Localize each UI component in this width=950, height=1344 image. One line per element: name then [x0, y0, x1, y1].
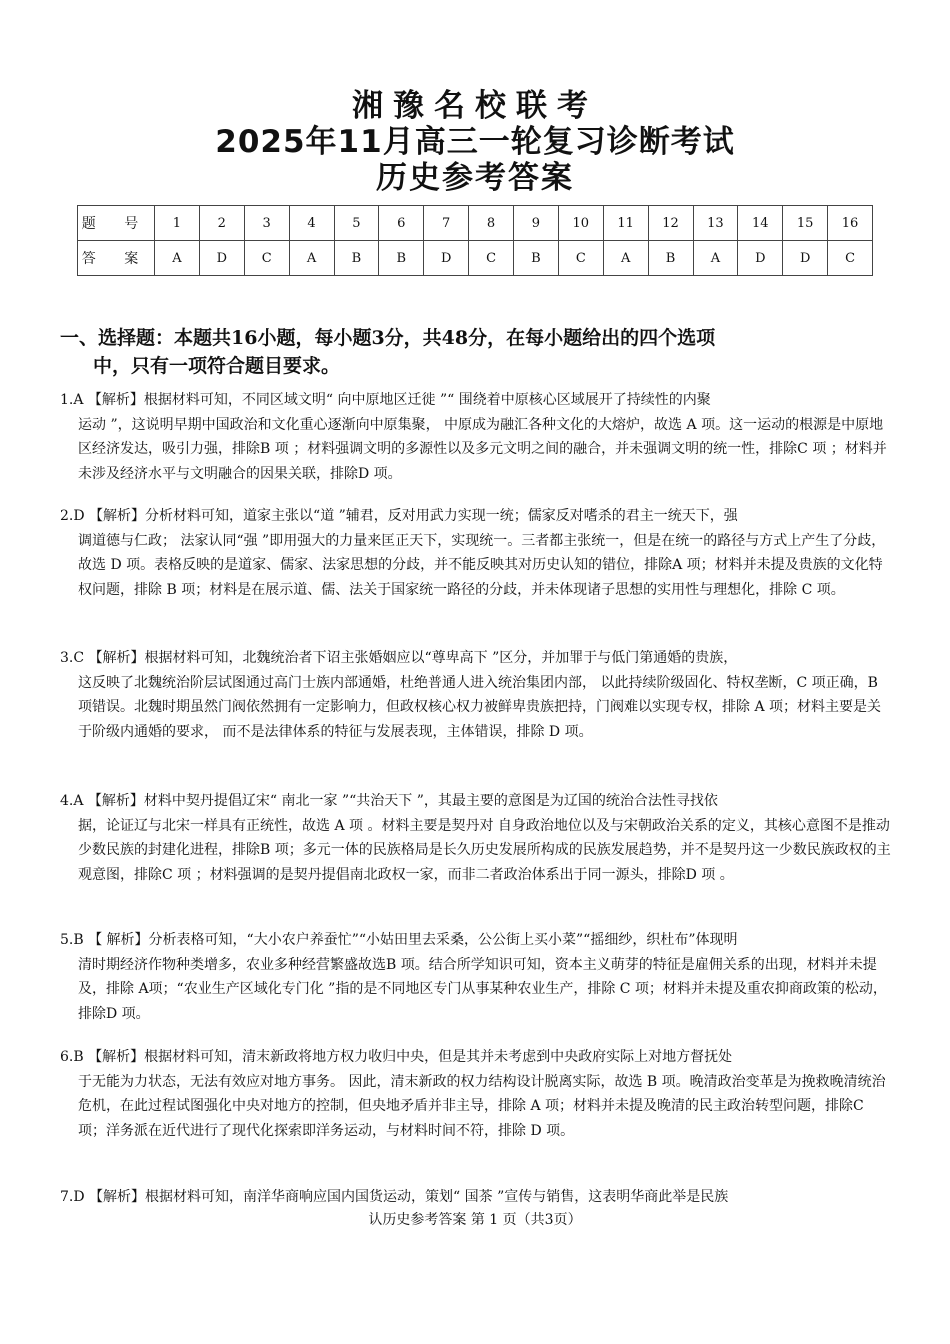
table-cell: A [603, 241, 648, 276]
table-cell: 8 [469, 206, 514, 241]
row-label-answer: 答 案 [78, 241, 155, 276]
section-heading-line-1: 一、选择题：本题共16小题，每小题3分，共48分，在每小题给出的四个选项 [60, 327, 716, 349]
answer-explanation-7 [60, 1185, 894, 1210]
table-cell: 4 [289, 206, 334, 241]
answer-explanation-4 [60, 789, 894, 887]
answer-explanation-1 [60, 388, 894, 486]
explanation-first-line: 【解析】根据材料可知，南洋华商响应国内国货运动，策划“ 国茶 ”宣传与销售，这表明华商此举是民族 [89, 1189, 729, 1205]
explanation-text: 据，论证辽与北宋一样具有正统性，故选 A 项 。材料主要是契丹对 自身政治地位以及与宋朝政治关系的定义，其核心意图不是推动少数民族的封建化进程，排除B 项；多元一体的民族格局是长久历史发展所构成的民族发展趋势，并不是契丹这一少数民族政权的主观意图，排除C 项 ；材料强调的是契丹提倡南北政权一家，而非二者政治体系出于同一源头，排除D 项 。 [78, 817, 891, 883]
table-cell: A [693, 241, 738, 276]
table-cell: C [244, 241, 289, 276]
table-cell: D [199, 241, 244, 276]
answer-explanation-3 [60, 646, 894, 744]
table-cell: 12 [648, 206, 693, 241]
table-cell: 6 [379, 206, 424, 241]
table-cell: 2 [199, 206, 244, 241]
table-cell: 16 [828, 206, 873, 241]
page-footer: 认历史参考答案 第 1 页（共3页） [368, 1212, 582, 1228]
explanation-first-line: 【解析】分析材料可知，道家主张以“道 ”辅君，反对用武力实现一统；儒家反对嗜杀的君主一统天下，强 [89, 508, 738, 524]
table-cell: 3 [244, 206, 289, 241]
answer-explanation-5 [60, 928, 894, 1026]
table-cell: 10 [558, 206, 603, 241]
explanation-first-line: 【 解析】分析表格可知，“大小农户养蚕忙”“小姑田里去采桑，公公街上买小菜”“摇细纱，织杜布”体现明 [88, 932, 738, 948]
answer-row [78, 241, 873, 276]
question-label: 6.B [60, 1049, 84, 1065]
table-cell: C [558, 241, 603, 276]
table-cell: A [155, 241, 200, 276]
table-cell: B [648, 241, 693, 276]
table-cell: B [334, 241, 379, 276]
question-number-row [78, 206, 873, 241]
question-label: 3.C [60, 650, 85, 666]
table-cell: 11 [603, 206, 648, 241]
explanation-first-line: 【解析】材料中契丹提倡辽宋“ 南北一家 ”“共治天下 ”，其最主要的意图是为辽国的统治合法性寻找依 [87, 793, 718, 809]
row-label-number: 题 号 [78, 206, 155, 241]
question-label: 1.A [60, 392, 84, 408]
question-label: 2.D [60, 508, 85, 524]
explanation-text: 于无能为力状态，无法有效应对地方事务。 因此，清末新政的权力结构设计脱离实际，故选 B 项。晚清政治变革是为挽救晚清统治危机，在此过程试图强化中央对地方的控制，但央地矛盾并非主导，排除 A 项；材料并未提及晚清的民主政治转型问题，排除C 项；洋务派在近代进行了现代化探索即洋务运动，与材料时间不符，排除 D 项。 [78, 1073, 886, 1139]
table-cell: 15 [783, 206, 828, 241]
table-cell: D [424, 241, 469, 276]
answer-explanation-2 [60, 504, 894, 602]
explanation-first-line: 【解析】根据材料可知，不同区域文明“ 向中原地区迁徙 ”“ 围绕着中原核心区域展开了持续性的内聚 [87, 392, 711, 408]
section-heading-line-2: 中，只有一项符合题目要求。 [93, 355, 341, 377]
table-cell: 13 [693, 206, 738, 241]
explanation-text: 清时期经济作物种类增多，农业多种经营繁盛故选B 项。结合所学知识可知，资本主义萌芽的特征是雇佣关系的出现，材料并未提及，排除 A项；“农业生产区域化专门化 ”指的是不同地区专门从事某种农业生产，排除 C 项；材料并未提及重农抑商政策的松动，排除D 项。 [78, 956, 887, 1022]
section-heading [60, 324, 860, 380]
answer-table [77, 205, 873, 276]
exam-title-2: 2025年11月高三一轮复习诊断考试 [215, 124, 735, 160]
table-cell: D [783, 241, 828, 276]
table-cell: B [379, 241, 424, 276]
exam-title-1: 湘豫名校联考 [352, 88, 598, 124]
table-cell: B [514, 241, 559, 276]
table-cell: 5 [334, 206, 379, 241]
question-label: 7.D [60, 1189, 85, 1205]
table-cell: C [469, 241, 514, 276]
answer-explanation-6 [60, 1045, 894, 1143]
table-cell: 9 [514, 206, 559, 241]
explanation-first-line: 【解析】根据材料可知，北魏统治者下诏主张婚姻应以“尊卑高下 ”区分，并加罪于与低门第通婚的贵族， [88, 650, 738, 666]
explanation-first-line: 【解析】根据材料可知，清末新政将地方权力收归中央，但是其并未考虑到中央政府实际上对地方督抚处 [88, 1049, 733, 1065]
table-cell: C [828, 241, 873, 276]
question-label: 4.A [60, 793, 84, 809]
table-cell: 7 [424, 206, 469, 241]
explanation-text: 运动 ”，这说明早期中国政治和文化重心逐渐向中原集聚， 中原成为融汇各种文化的大熔炉，故选 A 项。这一运动的根源是中原地区经济发达，吸引力强，排除B 项 ；材料强调文明的多源性以及多元文明之间的融合，并未强调文明的统一性，排除C 项 ；材料并未涉及经济水平与文明融合的因果关联，排除D 项。 [78, 416, 887, 482]
exam-title-3: 历史参考答案 [376, 160, 574, 196]
question-label: 5.B [60, 932, 84, 948]
explanation-text: 这反映了北魏统治阶层试图通过高门士族内部通婚，杜绝普通人进入统治集团内部， 以此持续阶级固化、特权垄断，C 项正确，B 项错误。北魏时期虽然门阀依然拥有一定影响力，但政权核心权力被鲜卑贵族把持，门阀难以实现专权，排除 A 项；材料主要是关于阶级内通婚的要求， 而不是法律体系的特征与发展表现，主体错误，排除 D 项。 [78, 674, 882, 740]
table-cell: A [289, 241, 334, 276]
table-cell: D [738, 241, 783, 276]
table-cell: 14 [738, 206, 783, 241]
table-cell: 1 [155, 206, 200, 241]
explanation-text: 调道德与仁政； 法家认同“强 ”即用强大的力量来匡正天下，实现统一。三者都主张统一，但是在统一的路径与方式上产生了分歧，故选 D 项。表格反映的是道家、儒家、法家思想的分歧，并不能反映其对历史认知的错位，排除A 项；材料并未提及贵族的文化特权问题，排除 B 项；材料是在展示道、儒、法关于国家统一路径的分歧，并未体现诸子思想的实用性与理想化，排除 C 项。 [78, 532, 886, 598]
